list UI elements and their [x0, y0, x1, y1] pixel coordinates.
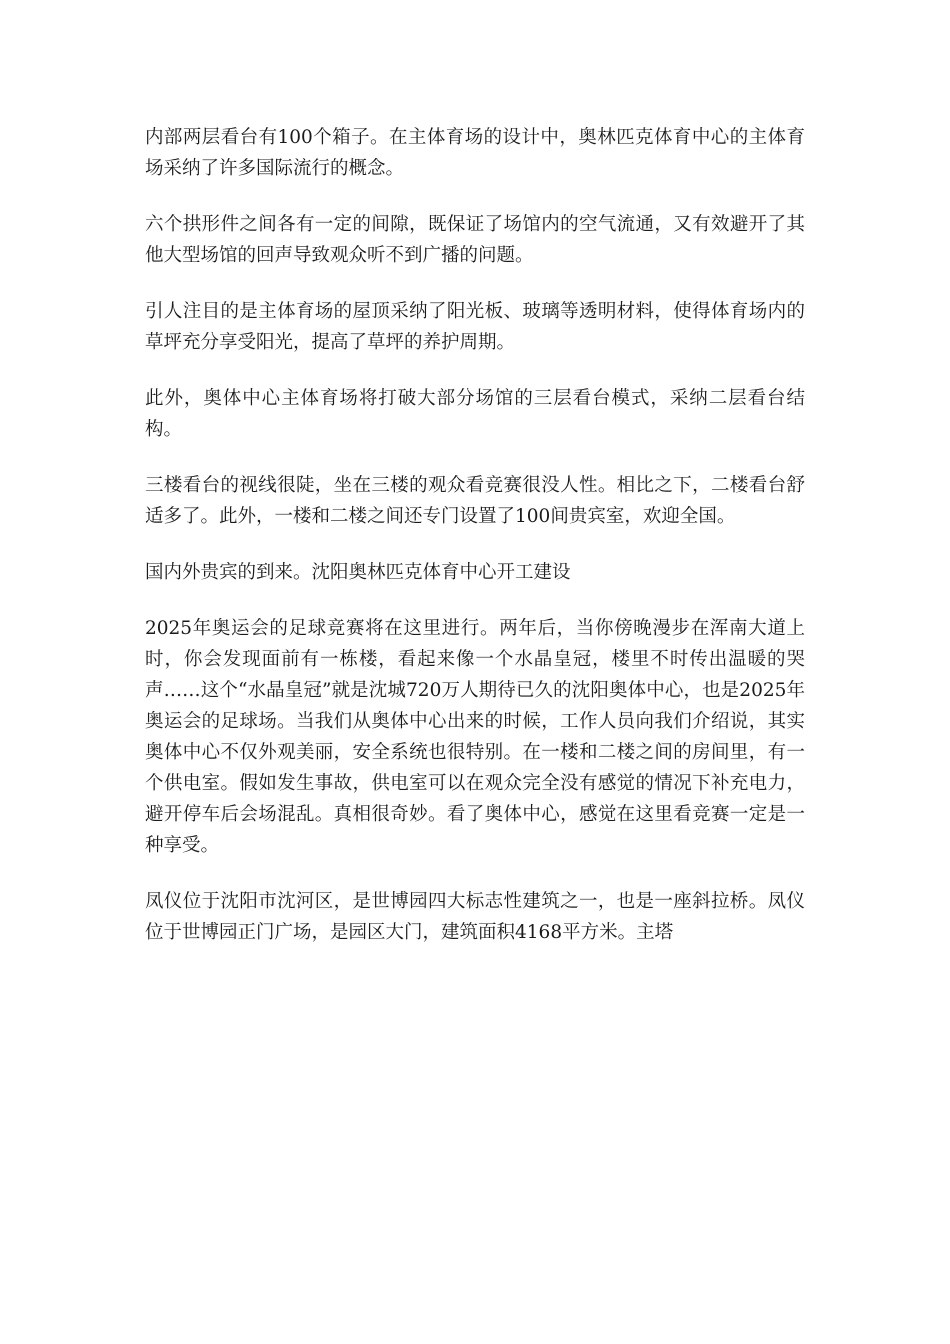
document-body — [145, 122, 805, 973]
paragraph-1: 内部两层看台有100个箱子。在主体育场的设计中，奥林匹克体育中心的主体育场采纳了许多国际流行的概念。 — [145, 127, 805, 179]
paragraph-3: 引人注目的是主体育场的屋顶采纳了阳光板、玻璃等透明材料，使得体育场内的草坪充分享受阳光，提高了草坪的养护周期。 — [145, 301, 805, 353]
paragraph-6: 国内外贵宾的到来。沈阳奥林匹克体育中心开工建设 — [145, 562, 571, 583]
paragraph-2: 六个拱形件之间各有一定的间隙，既保证了场馆内的空气流通，又有效避开了其他大型场馆的回声导致观众听不到广播的问题。 — [145, 214, 805, 266]
paragraph-8: 凤仪位于沈阳市沈河区，是世博园四大标志性建筑之一，也是一座斜拉桥。凤仪位于世博园正门广场，是园区大门，建筑面积4168平方米。主塔 — [145, 891, 805, 943]
paragraph-4: 此外，奥体中心主体育场将打破大部分场馆的三层看台模式，采纳二层看台结构。 — [145, 388, 805, 440]
paragraph-7: 2025年奥运会的足球竞赛将在这里进行。两年后，当你傍晚漫步在浑南大道上时，你会发现面前有一栋楼，看起来像一个水晶皇冠，楼里不时传出温暖的哭声……这个“水晶皇冠”就是沈城720万人期待已久的沈阳奥体中心，也是2025年奥运会的足球场。当我们从奥体中心出来的时候，工作人员向我们介绍说，其实奥体中心不仅外观美丽，安全系统也很特别。在一楼和二楼之间的房间里，有一个供电室。假如发生事故，供电室可以在观众完全没有感觉的情况下补充电力，避开停车后会场混乱。真相很奇妙。看了奥体中心，感觉在这里看竞赛一定是一种享受。 — [145, 618, 805, 856]
paragraph-5: 三楼看台的视线很陡，坐在三楼的观众看竞赛很没人性。相比之下，二楼看台舒适多了。此外，一楼和二楼之间还专门设置了100间贵宾室，欢迎全国。 — [145, 475, 805, 527]
